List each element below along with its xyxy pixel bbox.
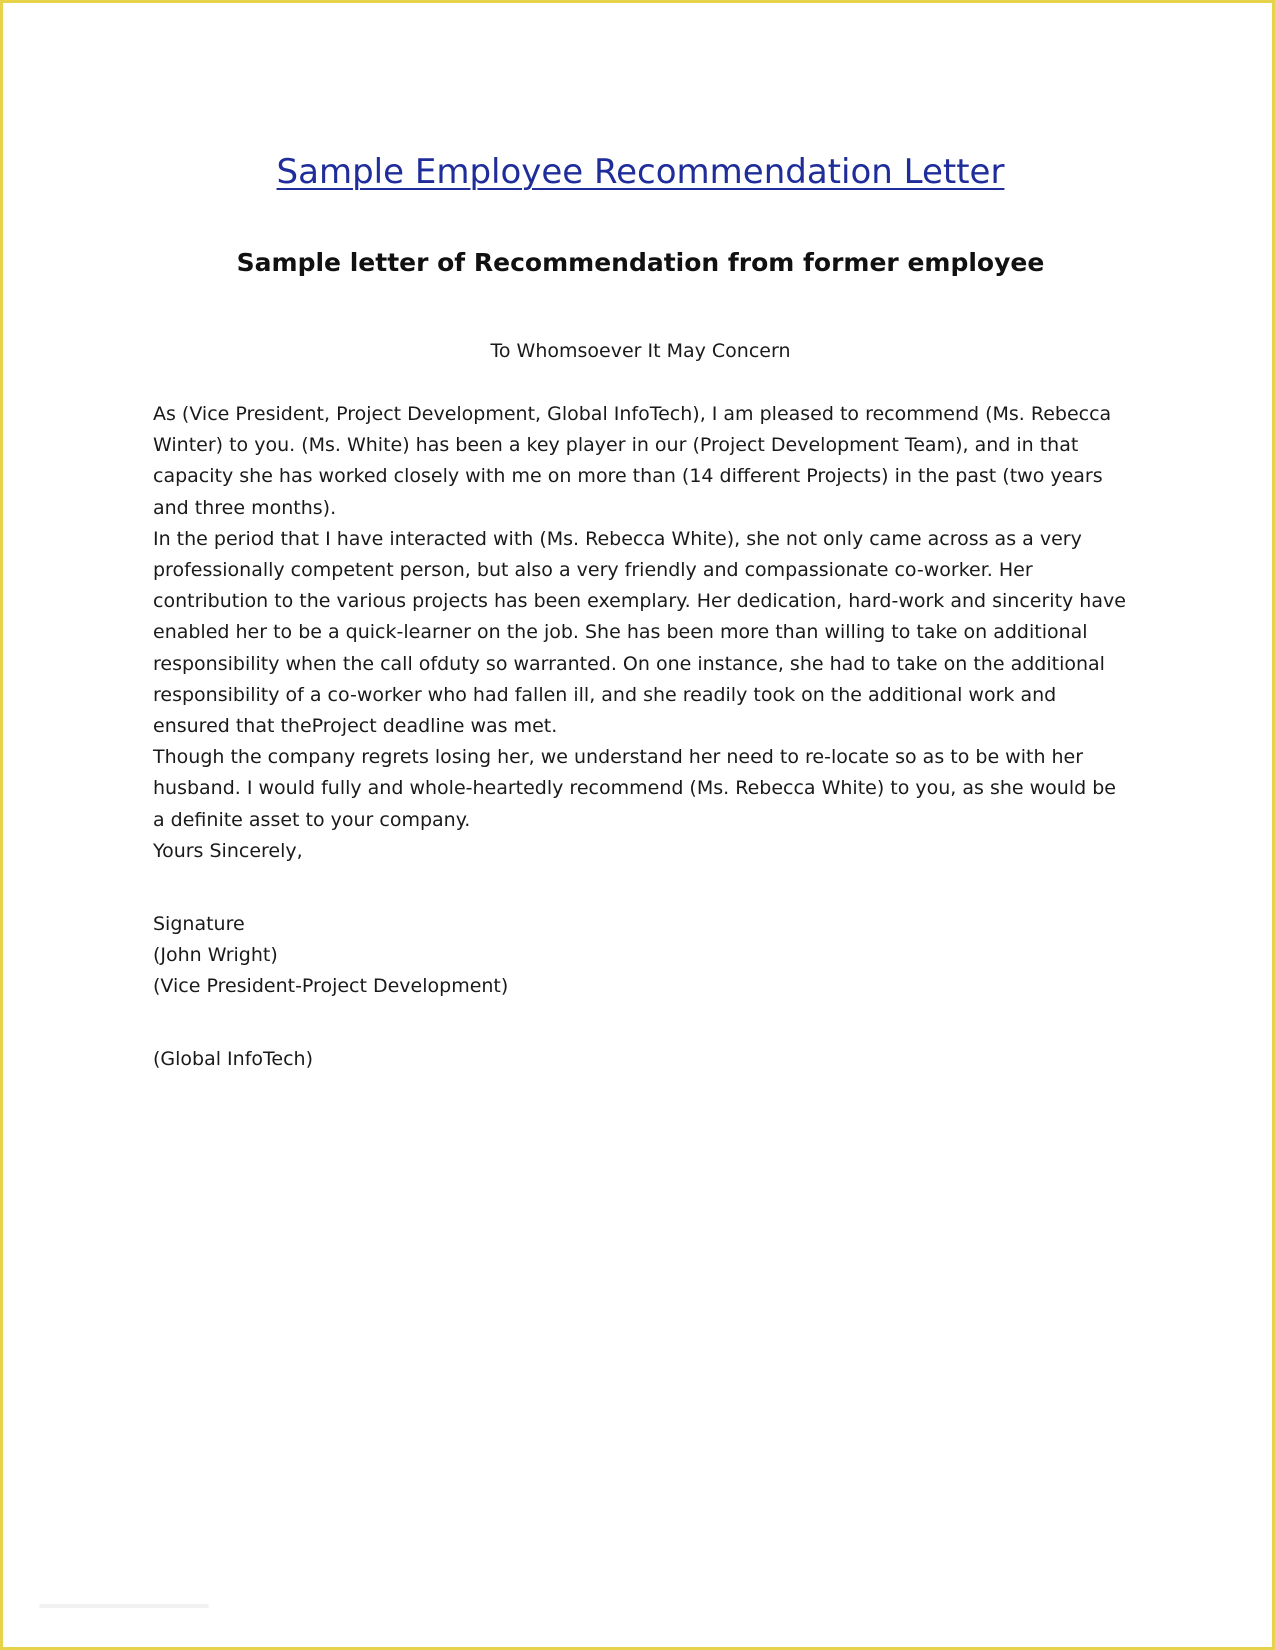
paragraph-2: In the period that I have interacted with (Ms. Rebecca White), she not only came across as a very professionally competent person, but also a very friendly and compassionate co-worker. Her contribution to the various projects has been exemplary. Her dedication, hard-work and sincerity have enabled her to be a quick-learner on the job. She has been more than willing to take on additional responsibility when the call ofduty so warranted. On one instance, she had to take on the additional responsibility of a co-worker who had fallen ill, and she readily took on the additional work and ensured that theProject deadline was met. [153,527,1126,738]
signer-name: (John Wright) [153,944,278,966]
letter-closing: Yours Sincerely, [153,840,303,862]
signature-label: Signature [153,913,245,935]
watermark-line [39,1604,209,1608]
faint-watermark [39,1599,209,1613]
letter-salutation: To Whomsoever It May Concern [490,340,791,362]
signature-block [153,909,508,1002]
letter-title-link[interactable]: Sample Employee Recommendation Letter [276,152,1005,192]
signer-company: (Global InfoTech) [153,1048,313,1070]
letter-subtitle: Sample letter of Recommendation from former employee [236,248,1045,277]
signer-position: (Vice President-Project Development) [153,975,509,997]
letter-body [153,399,1133,836]
paragraph-3: Though the company regrets losing her, we understand her need to re-locate so as to be with her husband. I would fully and whole-heartedly recommend (Ms. Rebecca White) to you, as she would be a definite asset to your company. [153,746,1116,831]
paragraph-1: As (Vice President, Project Development, Global InfoTech), I am pleased to recommend (Ms. Rebecca Winter) to you. (Ms. White) has been a key player in our (Project Development Team), and in that capacity she has worked closely with me on more than (14 different Projects) in the past (two years and three months). [153,403,1112,519]
